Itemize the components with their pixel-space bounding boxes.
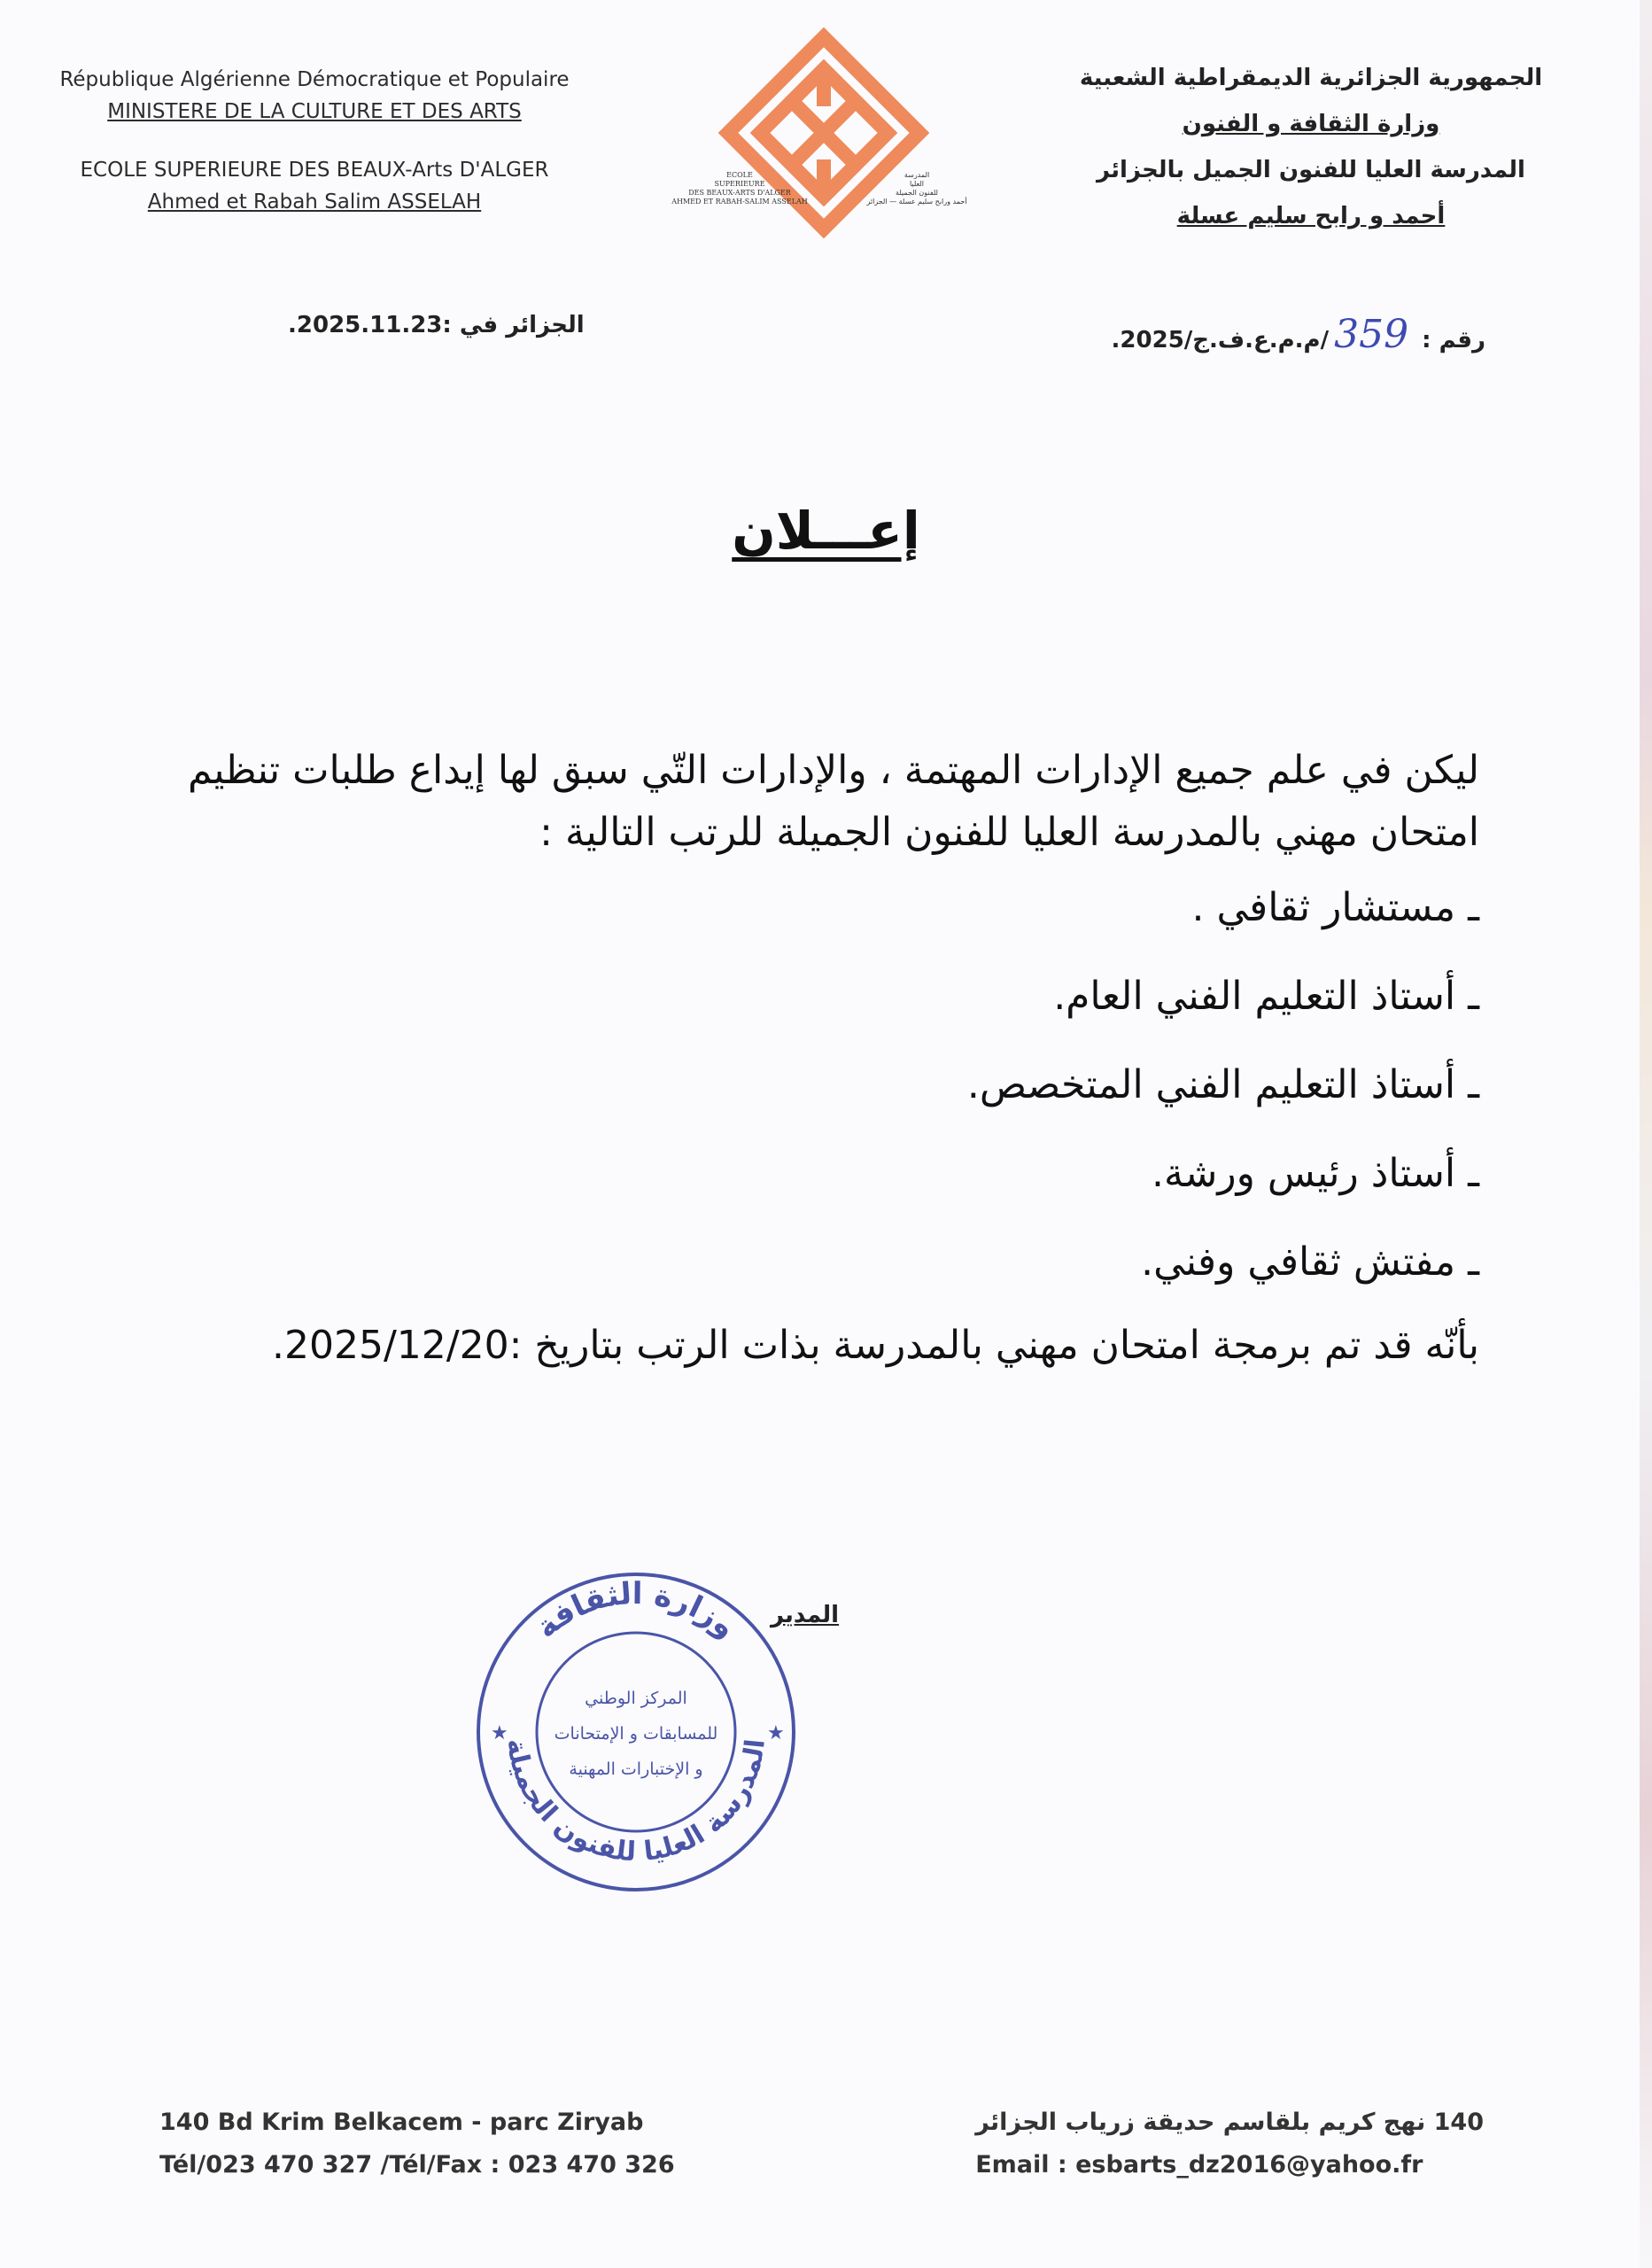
stamp-star-left: ★: [491, 1722, 508, 1744]
ministry-name-ar: وزارة الثقافة و الفنون: [1182, 111, 1440, 137]
ministry-name-fr: MINISTERE DE LA CULTURE ET DES ARTS: [107, 100, 522, 123]
republic-name-fr: République Algérienne Démocratique et Populaire: [59, 68, 570, 91]
school-name-fr: ECOLE SUPERIEURE DES BEAUX-Arts D'ALGER: [80, 159, 549, 182]
final-paragraph: بأنّه قد تم برمجة امتحان مهني بالمدرسة بذات الرتب بتاريخ :2025/12/20.: [272, 1323, 1479, 1368]
school-founders-ar: أحمد و رابح سليم عسلة: [1176, 203, 1446, 229]
header-arabic: [1036, 55, 1586, 239]
page-title: [0, 501, 1652, 561]
address-ar: 140 نهج كريم بلقاسم حديقة زرياب الجزائر: [975, 2109, 1484, 2136]
logo-text-ar-4: أحمد ورابح سليم عسلة — الجزائر: [866, 198, 967, 206]
footer-left: [159, 2101, 675, 2186]
logo-text-fr-4: AHMED ET RABAH-SALIM ASSELAH: [671, 198, 808, 206]
reference-handwritten-number: 359: [1334, 312, 1409, 357]
reference-suffix: /م.م.ع.ف.ج/2025.: [1111, 327, 1330, 353]
scan-edge: [1640, 0, 1652, 2268]
email-address: Email : esbarts_dz2016@yahoo.fr: [975, 2151, 1423, 2179]
reference-label: رقم :: [1422, 327, 1485, 353]
svg-text:وزارة الثقافة: [529, 1576, 742, 1645]
school-founders-fr: Ahmed et Rabah Salim ASSELAH: [147, 190, 482, 214]
list-item: ـ مفتش ثقافي وفني.: [1141, 1239, 1479, 1285]
stamp-inner-line-2: للمسابقات و الإمتحانات: [554, 1724, 718, 1744]
announcement-body: [177, 740, 1479, 1381]
stamp-outer-bottom: المدرسة العليا للفنون الجميلة: [500, 1736, 772, 1868]
school-logo: [624, 27, 1023, 257]
logo-text-ar-2: العليا: [909, 180, 925, 188]
republic-name-ar: الجمهورية الجزائرية الديمقراطية الشعبية: [1079, 65, 1543, 91]
official-stamp: [468, 1555, 804, 1909]
list-item: ـ أستاذ رئيس ورشة.: [1151, 1151, 1479, 1196]
logo-text-ar-1: المدرسة: [904, 171, 930, 179]
stamp-star-right: ★: [767, 1722, 785, 1744]
reference-number: [1112, 312, 1485, 357]
address-fr: 140 Bd Krim Belkacem - parc Ziryab: [159, 2109, 644, 2136]
list-item: ـ أستاذ التعليم الفني العام.: [1053, 974, 1479, 1019]
announcement-title: إعـــلان: [732, 501, 920, 561]
logo-text-fr-1: ECOLE: [726, 171, 753, 179]
logo-text-fr-2: SUPERIEURE: [714, 180, 765, 188]
logo-text-fr-3: DES BEAUX-ARTS D'ALGER: [688, 189, 791, 197]
stamp-inner-line-1: المركز الوطني: [585, 1689, 687, 1708]
footer-right: [975, 2101, 1484, 2186]
list-item: ـ مستشار ثقافي .: [1191, 885, 1479, 930]
logo-text-ar-3: للفنون الجميلة: [896, 189, 938, 197]
director-label: المدير: [771, 1602, 840, 1628]
stamp-inner-line-3: و الإختبارات المهنية: [569, 1759, 703, 1779]
intro-paragraph: ليكن في علم جميع الإدارات المهتمة ، والإدارات التّي سبق لها إيداع طلبات تنظيم امتحان مهني بالمدرسة العليا للفنون الجميلة للرتب التالية :: [187, 748, 1479, 855]
document-date: الجزائر في :2025.11.23.: [288, 312, 585, 338]
school-name-ar: المدرسة العليا للفنون الجميل بالجزائر: [1097, 157, 1525, 183]
list-item: ـ أستاذ التعليم الفني المتخصص.: [966, 1062, 1479, 1107]
phone-fax: Tél/023 470 327 /Tél/Fax : 023 470 326: [159, 2151, 675, 2179]
header-french: [53, 64, 576, 218]
stamp-outer-top: وزارة الثقافة: [529, 1575, 743, 1646]
